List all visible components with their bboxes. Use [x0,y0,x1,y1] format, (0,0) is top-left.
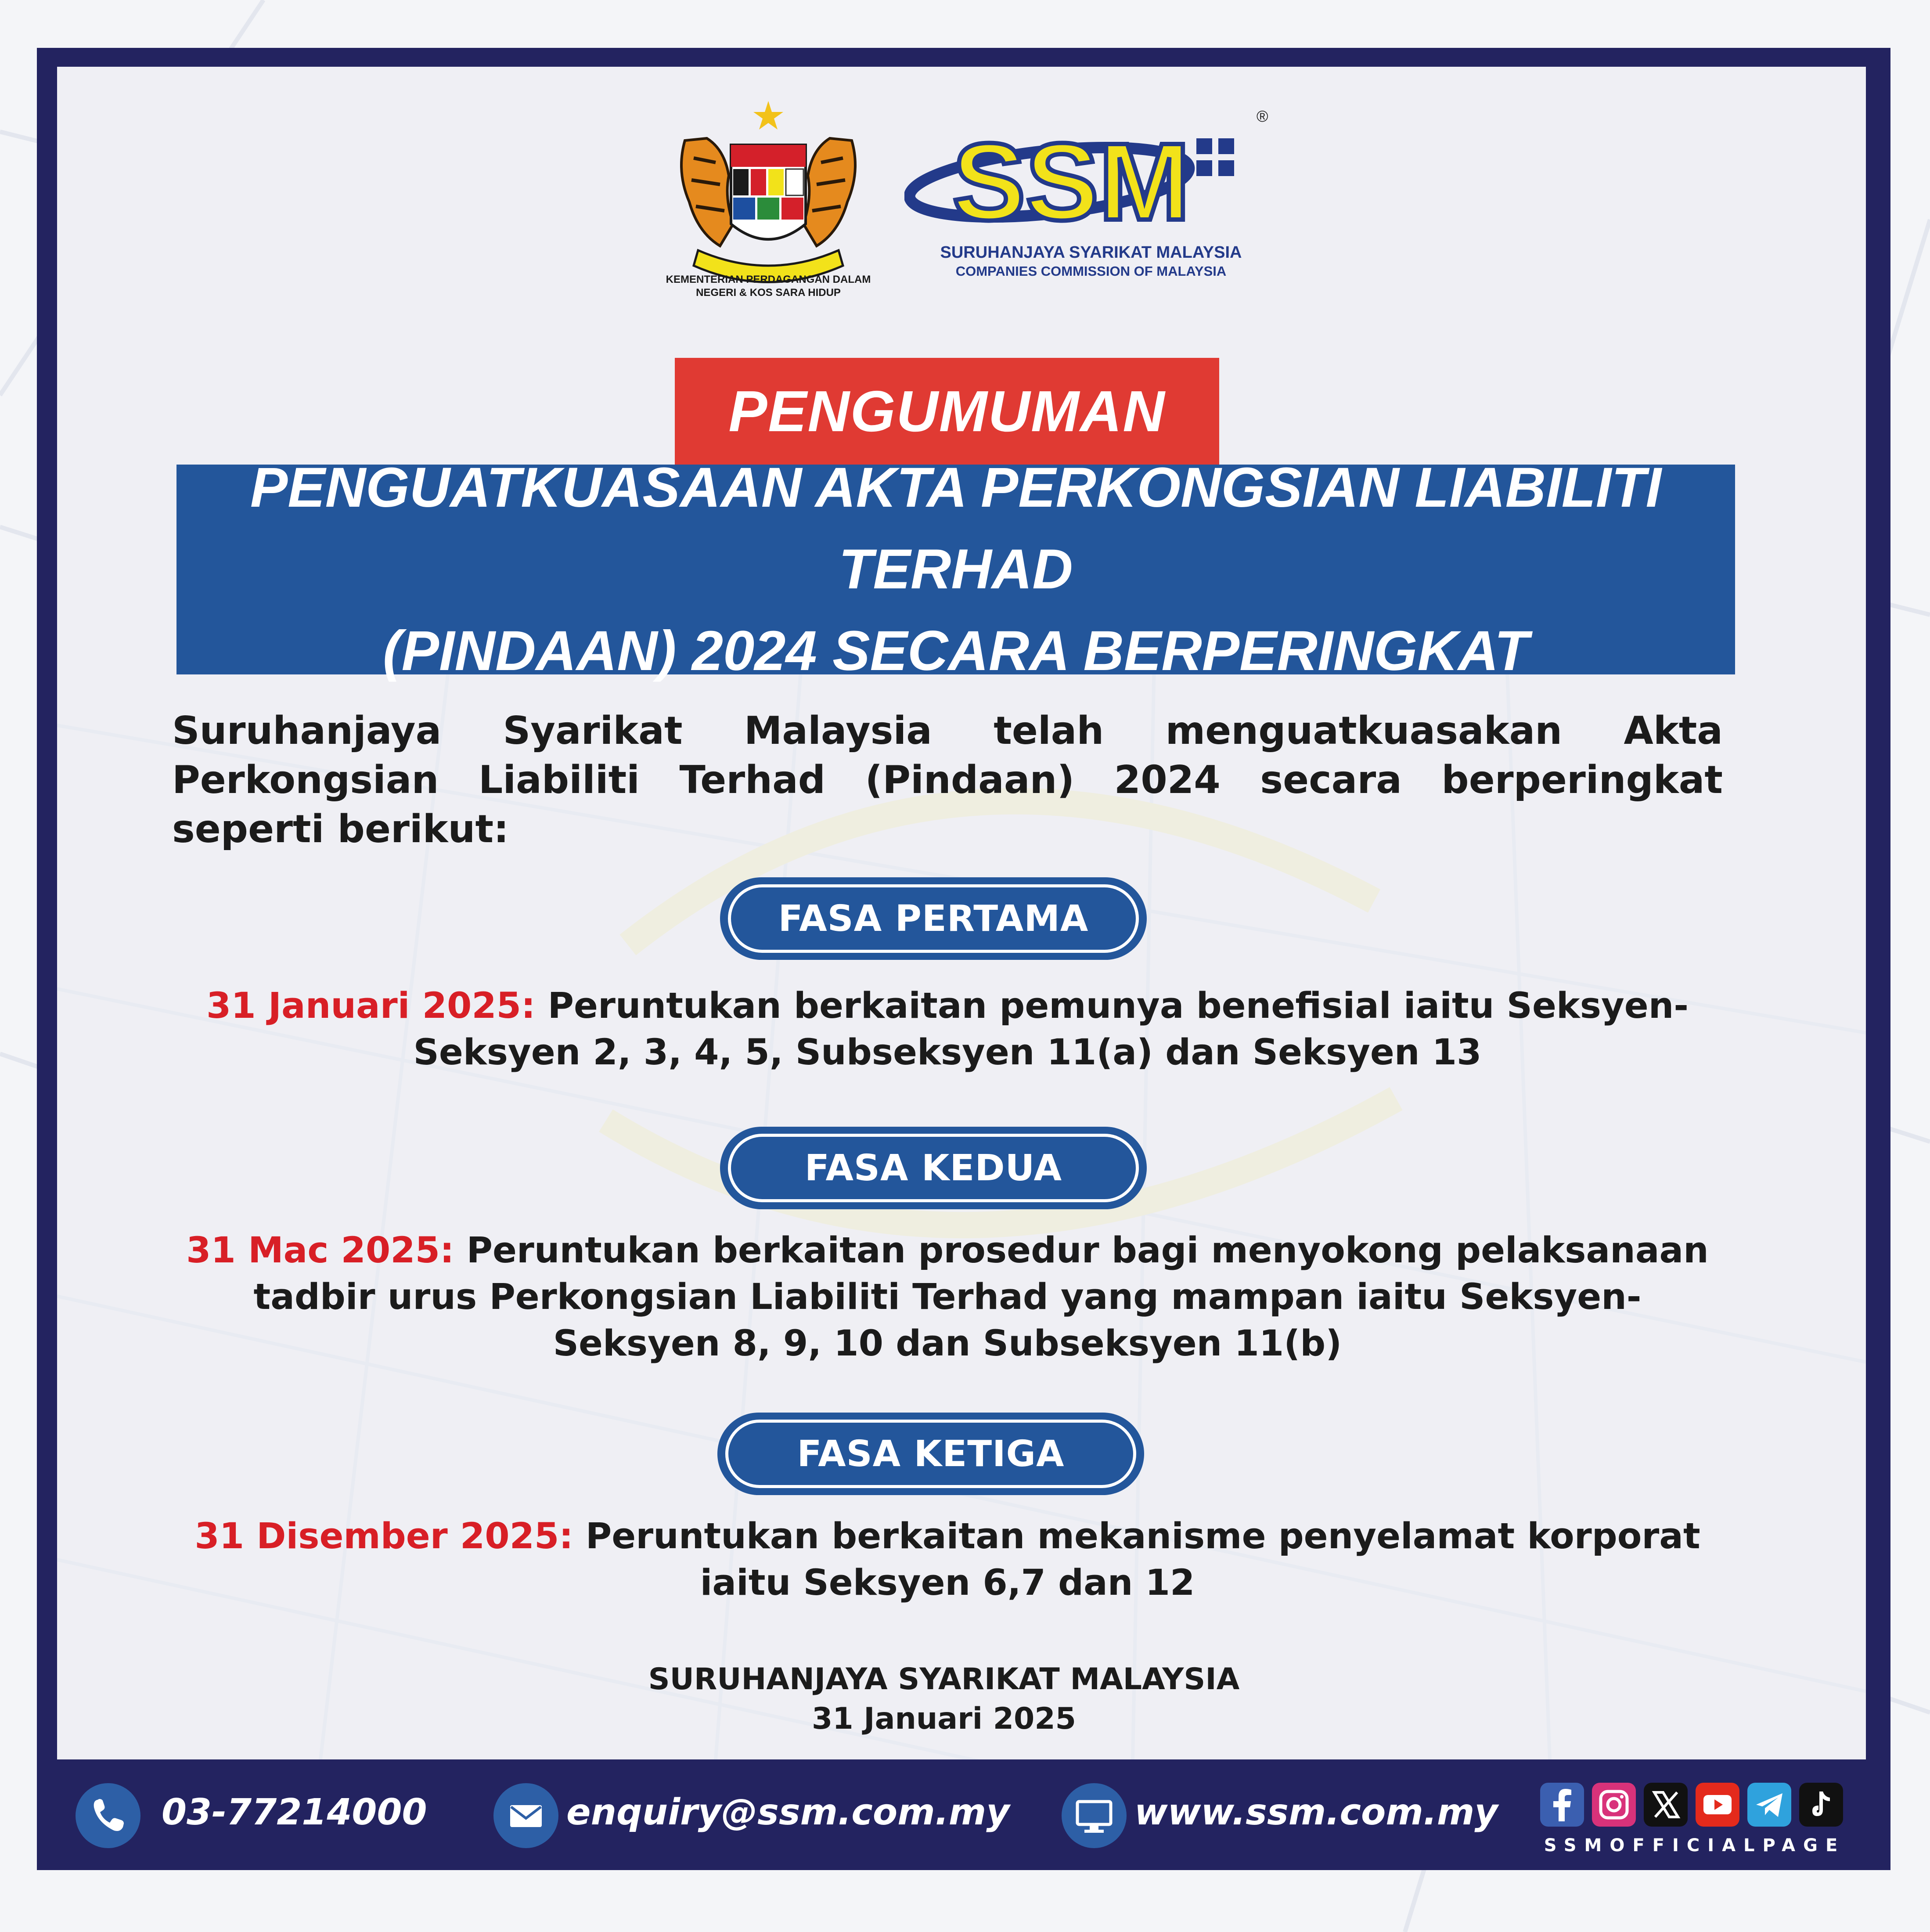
phase-3-text: Peruntukan berkaitan mekanisme penyelamat korporat iaitu Seksyen 6,7 dan 12 [573,1516,1700,1604]
x-icon[interactable] [1644,1783,1688,1827]
jata-negara-logo [659,92,878,303]
phone-icon [76,1783,140,1848]
email-link[interactable]: enquiry@ssm.com.my [566,1791,1010,1833]
phase-1-description [172,983,1723,1076]
phase-1-date: 31 Januari 2025: [206,985,536,1027]
ssm-name-malay: SURUHANJAYA SYARIKAT MALAYSIA [940,243,1242,262]
ssm-name-english: COMPANIES COMMISSION OF MALAYSIA [955,263,1227,279]
announcement-title [176,456,1735,682]
phase-2-description [172,1227,1723,1367]
phase-1-label: FASA PERTAMA [728,884,1139,953]
ssm-mark-text: SSM [952,120,1190,243]
intro-paragraph: Suruhanjaya Syarikat Malaysia telah menguatkuasakan Akta Perkongsian Liabiliti Terhad (Pindaan) 2024 secara berperingkat seperti berikut: [172,708,1723,851]
phase-3-pill [717,1413,1144,1495]
kpdn-caption [650,273,887,299]
website-link[interactable]: www.ssm.com.my [1134,1791,1498,1833]
instagram-icon[interactable] [1592,1783,1636,1827]
kpdn-caption-line2: NEGERI & KOS SARA HIDUP [696,287,841,299]
monitor-icon [1062,1783,1127,1848]
ssm-name-block [904,242,1278,280]
signoff-org: SURUHANJAYA SYARIKAT MALAYSIA [648,1662,1240,1697]
kpdn-caption-line1: KEMENTERIAN PERDAGANGAN DALAM [666,274,871,285]
title-line-2: (PINDAAN) 2024 SECARA BERPERINGKAT [382,620,1529,682]
signoff-block [439,1660,1449,1739]
title-line-1: PENGUATKUASAAN AKTA PERKONGSIAN LIABILITI TERHAD [250,456,1662,601]
phase-3-date: 31 Disember 2025: [194,1516,573,1557]
phase-2-text: Peruntukan berkaitan prosedur bagi menyokong pelaksanaan tadbir urus Perkongsian Liabiliti Terhad yang mampan iaitu Seksyen-Seksyen 8, 9, 10 dan Subseksyen 11(b) [253,1230,1709,1364]
phase-2-date: 31 Mac 2025: [186,1230,454,1271]
telegram-icon[interactable] [1747,1783,1791,1827]
signoff-date: 31 Januari 2025 [812,1701,1076,1736]
phase-2-label: FASA KEDUA [728,1134,1139,1202]
facebook-icon[interactable] [1540,1783,1584,1827]
social-handle: SSMOFFICIALPAGE [1544,1835,1846,1856]
phase-2-pill [720,1127,1147,1209]
phase-1-pill [720,877,1147,960]
phase-3-description [172,1513,1723,1606]
announcement-label: PENGUMUMAN [675,358,1219,465]
phase-3-label: FASA KETIGA [725,1420,1136,1488]
envelope-icon [493,1783,558,1848]
phone-number-link[interactable]: 03-77214000 [162,1791,427,1833]
phase-1-text: Peruntukan berkaitan pemunya benefisial iaitu Seksyen-Seksyen 2, 3, 4, 5, Subseksyen 11(a) dan Seksyen 13 [413,985,1689,1073]
youtube-icon[interactable] [1696,1783,1739,1827]
tiktok-icon[interactable] [1799,1783,1843,1827]
registered-mark: ® [1257,107,1268,125]
